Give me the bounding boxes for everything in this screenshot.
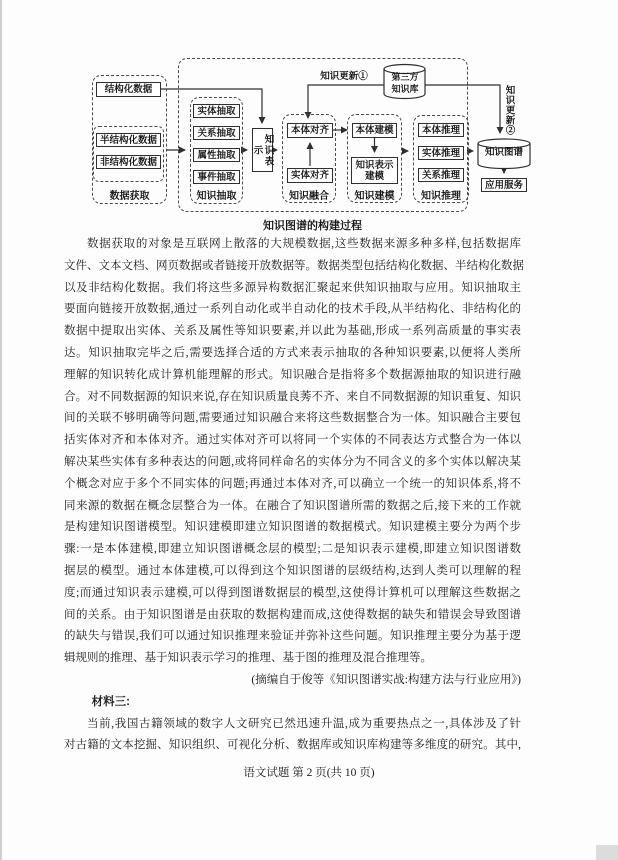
entity-alignment-box: 实体对齐 bbox=[287, 168, 333, 183]
third-party-kb-text: 第三方知识库 bbox=[391, 72, 419, 94]
entity-extraction-box: 实体抽取 bbox=[193, 104, 240, 118]
knowledge-reasoning-label: 知识推理 bbox=[421, 191, 461, 202]
knowledge-extraction-label: 知识抽取 bbox=[196, 191, 237, 202]
knowledge-update-2-label: 知识更新② bbox=[503, 85, 515, 135]
paragraph-line: 以及非结构化数据。我们将这些多源异构数据汇聚起来供知识抽取与应用。知识抽取主 bbox=[64, 281, 521, 294]
paragraph-line: 当前,我国古籍领域的数字人文研究已然迅速升温,成为重要热点之一,具体涉及了针 bbox=[87, 717, 521, 730]
paragraph-line: 度;而通过知识表示建模,可以得到图谱数据层的模型,这使得计算机可以理解这些数据之 bbox=[64, 586, 521, 599]
paragraph-line: 数据中提取出实体、关系及属性等知识要素,并以此为基础,形成一系列高质量的事实表 bbox=[64, 325, 521, 338]
knowledge-modeling-label: 知识建模 bbox=[354, 191, 395, 202]
material-two-paragraph bbox=[64, 234, 524, 648]
knowledge-representation-box: 知识表示 bbox=[252, 128, 273, 172]
knowledge-fusion-label: 知识融合 bbox=[289, 191, 329, 202]
relation-reasoning-box: 关系推理 bbox=[418, 168, 464, 182]
representation-modeling-box: 知识表示建模 bbox=[351, 157, 398, 184]
knowledge-update-1-label: 知识更新① bbox=[320, 71, 368, 82]
material-three-heading: 材料三: bbox=[91, 695, 130, 708]
entity-reasoning-box: 实体推理 bbox=[418, 146, 464, 160]
paragraph-line: 的缺失与错误,我们可以通过知识推理来验证并弥补这些问题。知识推理主要分为基于逻 bbox=[64, 630, 521, 643]
paragraph-line: 据层的模型。通过本体建模,可以得到这个知识图谱的层级结构,达到人类可以理解的程 bbox=[64, 564, 521, 577]
paragraph-line: 数据获取的对象是互联网上散落的大规模数据,这些数据来源多种多样,包括数据库 bbox=[87, 238, 521, 250]
unstructured-data-box: 非结构化数据 bbox=[96, 155, 161, 169]
semi-structured-data-box: 半结构化数据 bbox=[96, 133, 161, 147]
data-acquisition-label: 数据获取 bbox=[109, 191, 150, 202]
ontology-reasoning-box: 本体推理 bbox=[418, 123, 464, 137]
body-text bbox=[64, 234, 524, 757]
paragraph-line: 间的关系。由于知识图谱是由获取的数据构建而成,这使得数据的缺失和错误会导致图谱 bbox=[64, 608, 521, 621]
knowledge-graph-text: 知识图谱 bbox=[484, 147, 523, 158]
paragraph-last-line: 辑规则的推理、基于知识表示学习的推理、基于图的推理及混合推理等。 bbox=[64, 652, 432, 665]
paragraph-line: 是构建知识图谱模型。知识建模即建立知识图谱的数据模式。知识建模主要分为两个步 bbox=[64, 521, 521, 534]
diagram-caption: 知识图谱的构建过程 bbox=[263, 220, 362, 232]
paragraph-line: 文件、文本文档、网页数据或者链接开放数据等。数据类型包括结构化数据、半结构化数据 bbox=[64, 259, 524, 272]
page-footer: 语文试题 第 2 页(共 10 页) bbox=[243, 767, 375, 779]
material-three-paragraph bbox=[64, 714, 521, 758]
paragraph-line: 合。对不同数据源的知识来说,存在知识质量良莠不齐、来自不同数据源的知识重复、知识 bbox=[64, 390, 521, 403]
scan-edge bbox=[0, 0, 2, 860]
paragraph-line: 骤:一是本体建模,即建立知识图谱概念层的模型;二是知识表示建模,即建立知识图谱数 bbox=[64, 543, 521, 556]
scan-corner-artifact bbox=[596, 845, 618, 860]
ontology-modeling-box: 本体建模 bbox=[352, 123, 397, 138]
paragraph-line: 理解的知识转化成计算机能理解的形式。知识融合是指将多个数据源抽取的知识进行融 bbox=[64, 368, 521, 381]
application-service-box: 应用服务 bbox=[481, 178, 527, 192]
event-extraction-box: 事件抽取 bbox=[193, 170, 240, 184]
paragraph-line: 括实体对齐和本体对齐。通过实体对齐可以将同一个实体的不同表达方式整合为一体以 bbox=[64, 434, 521, 447]
paragraph-line: 间的关联不够明确等问题,需要通过知识融合来将这些数据整合为一体。知识融合主要包 bbox=[64, 412, 521, 425]
relation-extraction-box: 关系抽取 bbox=[193, 126, 240, 140]
paragraph-line: 解决某些实体有多种表达的问题,或将同样命名的实体分为不同含义的多个实体以解决某 bbox=[64, 455, 521, 468]
paragraph-line: 达。知识抽取完毕之后,需要选择合适的方式来表示抽取的各种知识要素,以便将人类所 bbox=[64, 346, 521, 359]
attribution-line: (摘编自于俊等《知识图谱实战:构建方法与行业应用》) bbox=[251, 673, 521, 686]
structured-data-box: 结构化数据 bbox=[96, 82, 161, 97]
knowledge-graph-construction-diagram bbox=[60, 52, 585, 240]
paragraph-line: 要面向链接开放数据,通过一系列自动化或半自动化的技术手段,从半结构化、非结构化的 bbox=[64, 303, 521, 316]
paragraph-line: 同来源的数据在概念层整合为一体。在融合了知识图谱所需的数据之后,接下来的工作就 bbox=[64, 499, 521, 512]
ontology-alignment-box: 本体对齐 bbox=[287, 123, 333, 138]
paragraph-line: 个概念对应于多个不同实体的问题;再通过本体对齐,可以确立一个统一的知识体系,将不 bbox=[64, 477, 521, 490]
paragraph-line: 对古籍的文本挖掘、知识组织、可视化分析、数据库或知识库构建等多维度的研究。其中, bbox=[64, 739, 521, 752]
attribute-extraction-box: 属性抽取 bbox=[193, 148, 240, 162]
